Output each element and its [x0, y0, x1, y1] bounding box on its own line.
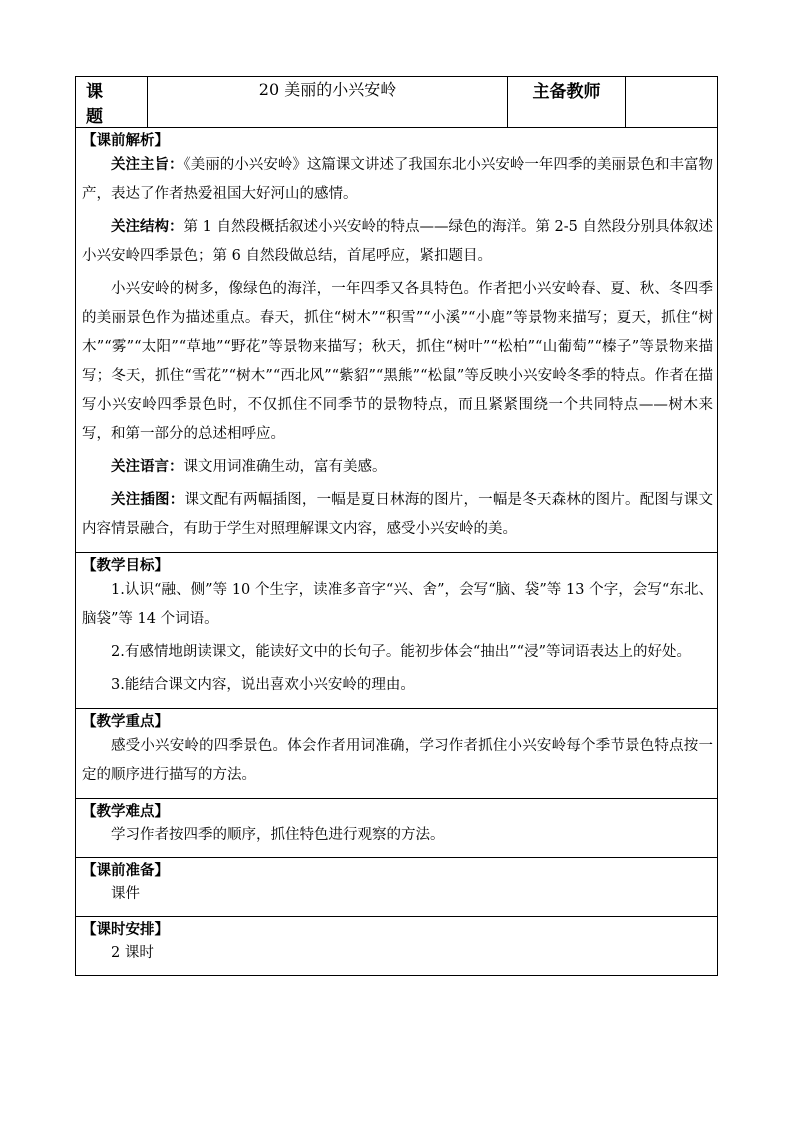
focus-text: 感受小兴安岭的四季景色。体会作者用词准确，学习作者抓住小兴安岭每个季节景色特点按一定的顺序进行描写的方法。 — [82, 738, 713, 783]
difficulty-text: 学习作者按四季的顺序，抓住特色进行观察的方法。 — [111, 827, 445, 843]
theme-label: 关注主旨： — [111, 157, 184, 173]
teacher-value — [626, 77, 718, 128]
schedule-text: 2 课时 — [111, 945, 154, 961]
structure-label: 关注结构： — [111, 219, 184, 235]
analysis-row — [76, 128, 718, 553]
structure-text: 第 1 自然段概括叙述小兴安岭的特点——绿色的海洋。第 2-5 自然段分别具体叙述小兴安岭四季景色；第 6 自然段做总结，首尾呼应，紧扣题目。 — [82, 219, 714, 264]
schedule-section — [76, 917, 718, 976]
language-text: 课文用词准确生动，富有美感。 — [183, 459, 387, 475]
lesson-plan-sheet — [75, 76, 717, 976]
body-paragraph: 小兴安岭的树多，像绿色的海洋，一年四季又各具特色。作者把小兴安岭春、夏、秋、冬四季的美丽景色作为描述重点。春天，抓住“树木”“积雪”“小溪”“小鹿”等景物来描写；夏天，抓住“树木”“雾”“太阳”“草地”“野花”等景物来描写；秋天，抓住“树叶”“松柏”“山葡萄”“榛子”等景物来描写；冬天，抓住“雪花”“树木”“西北风”“紫貂”“黑熊”“松鼠”等反映小兴安岭冬季的特点。作者在描写小兴安岭四季景色时，不仅抓住不同季节的景物特点，而且紧紧围绕一个共同特点——树木来写，和第一部分的总述相呼应。 — [82, 281, 713, 442]
goals-title: 【教学目标】 — [82, 558, 169, 574]
lesson-title: 20 美丽的小兴安岭 — [148, 77, 508, 128]
goals-section — [76, 553, 718, 709]
goals-row — [76, 553, 718, 709]
images-text: 课文配有两幅插图，一幅是夏日林海的图片，一幅是冬天森林的图片。配图与课文内容情景融合，有助于学生对照理解课文内容，感受小兴安岭的美。 — [82, 492, 713, 537]
difficulty-row — [76, 799, 718, 858]
images-paragraph — [82, 486, 713, 544]
goal-item: 2.有感情地朗读课文，能读好文中的长句子。能初步体会“抽出”“浸”等词语表达上的好处。 — [111, 644, 691, 660]
language-label: 关注语言： — [111, 459, 184, 475]
schedule-row — [76, 917, 718, 976]
difficulty-section — [76, 799, 718, 858]
focus-section — [76, 709, 718, 799]
header-row — [76, 77, 718, 128]
goal-item: 1.认识“融、侧”等 10 个生字，读准多音字“兴、舍”，会写“脑、袋”等 13 个字，会写“东北、脑袋”等 14 个词语。 — [82, 582, 713, 627]
teacher-label: 主备教师 — [508, 77, 626, 128]
language-paragraph — [82, 453, 713, 482]
focus-row — [76, 709, 718, 799]
images-label: 关注插图： — [111, 492, 185, 508]
analysis-title: 【课前解析】 — [82, 133, 169, 149]
schedule-title: 【课时安排】 — [82, 922, 169, 938]
analysis-section — [76, 128, 718, 553]
lesson-plan-table — [75, 76, 718, 976]
topic-label: 课题 — [76, 77, 148, 128]
theme-text: 《美丽的小兴安岭》这篇课文讲述了我国东北小兴安岭一年四季的美丽景色和丰富物产，表达了作者热爱祖国大好河山的感情。 — [82, 157, 713, 202]
prep-text: 课件 — [111, 886, 140, 902]
structure-paragraph — [82, 213, 713, 271]
prep-row — [76, 858, 718, 917]
prep-section — [76, 858, 718, 917]
focus-title: 【教学重点】 — [82, 714, 169, 730]
prep-title: 【课前准备】 — [82, 863, 169, 879]
difficulty-title: 【教学难点】 — [82, 804, 169, 820]
theme-paragraph — [82, 151, 713, 209]
goal-item: 3.能结合课文内容，说出喜欢小兴安岭的理由。 — [111, 677, 415, 693]
